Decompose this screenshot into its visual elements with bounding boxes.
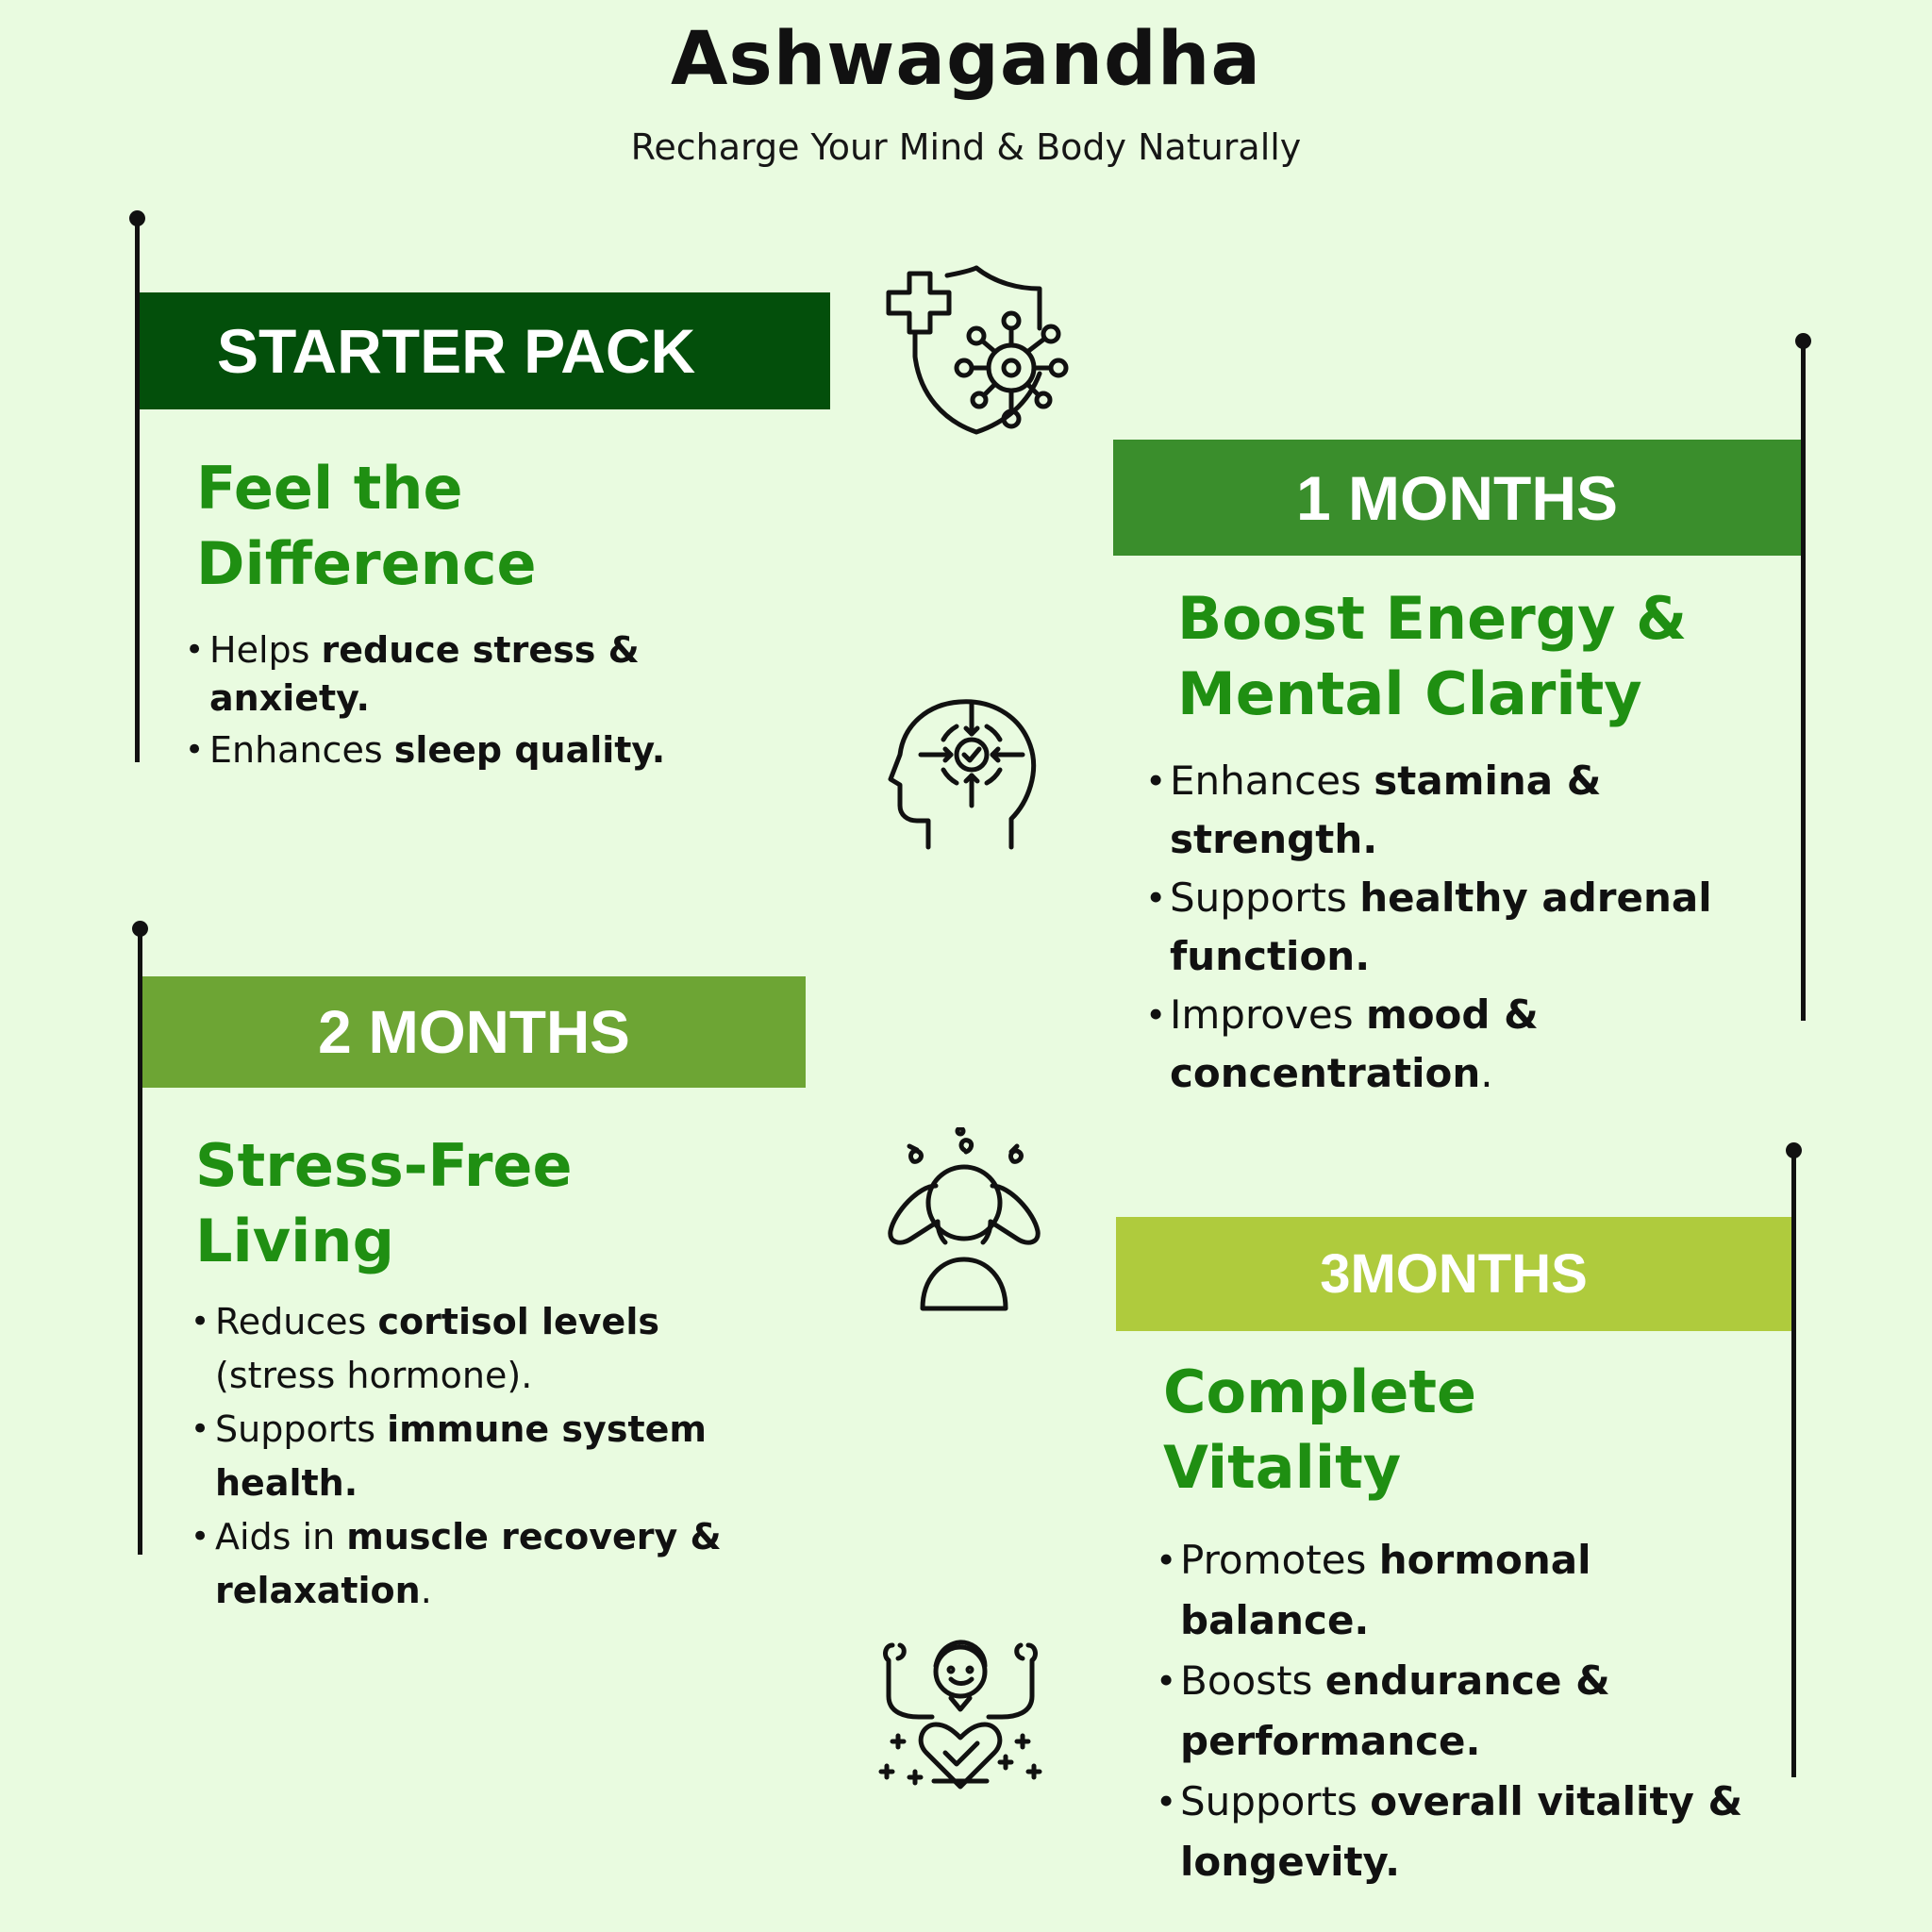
- stressed-person-icon: [885, 1127, 1043, 1316]
- banner-1-month: [1113, 440, 1801, 556]
- heading-line-1: Feel the: [196, 454, 463, 523]
- benefit-item: • Improves mood & concentration.: [1145, 986, 1758, 1103]
- immunity-shield-icon: [877, 262, 1075, 438]
- heading-line-1: Stress-Free: [195, 1131, 573, 1200]
- page-title: Ashwagandha: [670, 17, 1261, 102]
- section-heading-1-month: [1177, 581, 1687, 732]
- mental-focus-head-icon: [887, 696, 1038, 853]
- banner-3-months: [1116, 1217, 1791, 1331]
- benefit-list-starter: [185, 626, 713, 774]
- banner-label: STARTER PACK: [217, 316, 696, 386]
- banner-starter-pack: [140, 292, 830, 409]
- happy-healthy-person-icon: [877, 1630, 1043, 1792]
- heading-line-2: Vitality: [1163, 1433, 1402, 1502]
- heading-line-1: Complete: [1163, 1357, 1477, 1426]
- benefit-item: • Supports healthy adrenal function.: [1145, 869, 1758, 986]
- heading-line-2: Mental Clarity: [1177, 659, 1642, 728]
- heading-line-2: Living: [195, 1207, 394, 1275]
- banner-label: 3MONTHS: [1320, 1243, 1588, 1305]
- benefit-item: • Aids in muscle recovery & relaxation.: [191, 1510, 757, 1618]
- page-subtitle: Recharge Your Mind & Body Naturally: [630, 126, 1302, 168]
- benefit-list-2-months: [191, 1295, 757, 1618]
- section-heading-2-months: [195, 1128, 573, 1279]
- benefit-item: • Enhances sleep quality.: [185, 726, 713, 774]
- benefit-item: • Enhances stamina & strength.: [1145, 752, 1758, 869]
- heading-line-1: Boost Energy &: [1177, 584, 1688, 653]
- benefit-item: • Supports overall vitality & longevity.: [1156, 1772, 1759, 1892]
- benefit-item: • Helps reduce stress & anxiety.: [185, 626, 713, 723]
- section-heading-starter: [196, 451, 537, 602]
- heading-line-2: Difference: [196, 529, 537, 598]
- section-heading-3-months: [1163, 1355, 1476, 1506]
- benefit-item: • Promotes hormonal balance.: [1156, 1530, 1759, 1651]
- benefit-item: • Reduces cortisol levels (stress hormone).: [191, 1295, 757, 1403]
- benefit-list-1-month: [1145, 752, 1758, 1103]
- benefit-item: • Supports immune system health.: [191, 1403, 757, 1510]
- timeline-pole-3-months: [1791, 1151, 1796, 1777]
- benefit-list-3-months: [1156, 1530, 1759, 1892]
- benefit-item: • Boosts endurance & performance.: [1156, 1651, 1759, 1772]
- banner-label: 1 MONTHS: [1295, 462, 1619, 533]
- banner-2-months: [142, 976, 806, 1088]
- timeline-pole-1-month: [1801, 341, 1806, 1021]
- banner-label: 2 MONTHS: [318, 998, 630, 1066]
